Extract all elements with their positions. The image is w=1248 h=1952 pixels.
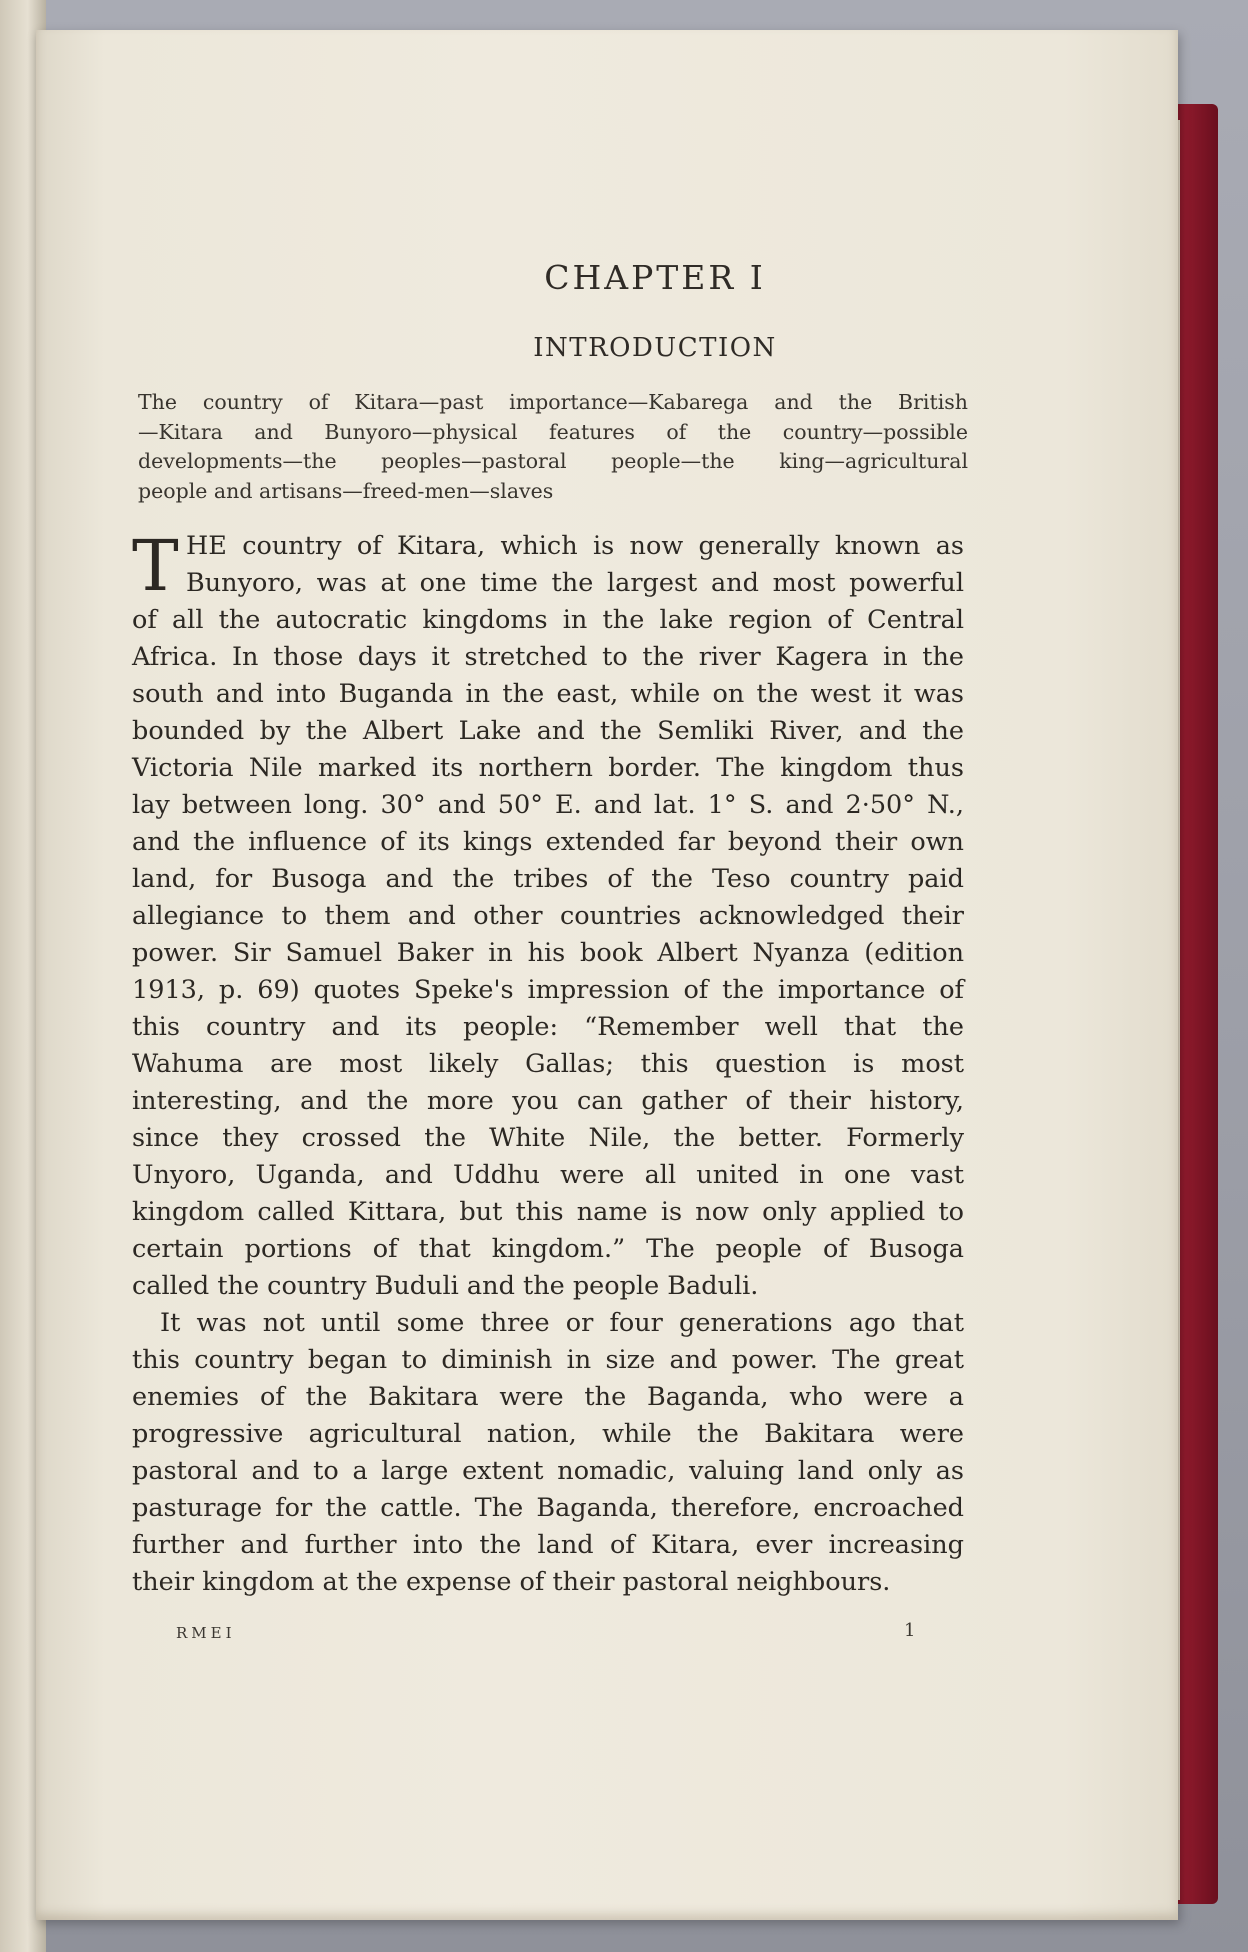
- paragraph-line: land, for Busoga and the tribes of the Teso country paid: [132, 864, 964, 894]
- paragraph-line: Africa. In those days it stretched to the river Kagera in the: [132, 642, 964, 672]
- paragraph-line: 1913, p. 69) quotes Speke's impression of the importance of: [132, 975, 964, 1005]
- paragraph-line: lay between long. 30° and 50° E. and lat. 1° S. and 2·50° N.,: [132, 790, 964, 820]
- signature-mark: RMEI: [176, 1624, 236, 1642]
- paragraph-line: kingdom called Kittara, but this name is now only applied to: [132, 1197, 964, 1227]
- paragraph-line: interesting, and the more you can gather of their history,: [132, 1086, 964, 1116]
- chapter-heading: CHAPTER I: [544, 258, 766, 297]
- synopsis-line: —Kitara and Bunyoro—physical features of the country—possible: [138, 419, 968, 444]
- paragraph-line: progressive agricultural nation, while the Bakitara were: [132, 1419, 964, 1449]
- paragraph-line: Wahuma are most likely Gallas; this question is most: [132, 1049, 964, 1079]
- paragraph-line: bounded by the Albert Lake and the Semliki River, and the: [132, 716, 964, 746]
- synopsis-line: The country of Kitara—past importance—Kabarega and the British: [138, 390, 968, 414]
- paragraph-line: HE country of Kitara, which is now generally known as: [186, 531, 964, 561]
- paragraph-line: south and into Buganda in the east, while on the west it was: [132, 679, 964, 709]
- synopsis-line: people and artisans—freed-men—slaves: [138, 478, 554, 503]
- paragraph-line: called the country Buduli and the people Baduli.: [132, 1271, 759, 1301]
- paragraph-line: allegiance to them and other countries acknowledged their: [132, 901, 964, 931]
- paragraph-line: further and further into the land of Kitara, ever increasing: [132, 1530, 964, 1560]
- paragraph-line: pastoral and to a large extent nomadic, valuing land only as: [132, 1456, 964, 1486]
- paragraph-line: Unyoro, Uganda, and Uddhu were all united in one vast: [132, 1160, 964, 1190]
- chapter-synopsis: [138, 388, 968, 506]
- paragraph-line: this country and its people: “Remember well that the: [132, 1012, 964, 1042]
- chapter-title: INTRODUCTION: [533, 333, 777, 363]
- paragraph-line: Victoria Nile marked its northern border. The kingdom thus: [132, 753, 964, 783]
- paragraph-line: Bunyoro, was at one time the largest and most powerful: [186, 568, 964, 598]
- paragraph-line: this country began to diminish in size and power. The great: [132, 1345, 964, 1375]
- synopsis-line: developments—the peoples—pastoral people—the king—agricultural: [138, 449, 968, 473]
- paragraph-line: and the influence of its kings extended far beyond their own: [132, 827, 964, 857]
- paragraph-line: since they crossed the White Nile, the better. Formerly: [132, 1123, 964, 1153]
- paragraph-line: pasturage for the cattle. The Baganda, therefore, encroached: [132, 1493, 964, 1523]
- paragraph-line: certain portions of that kingdom.” The people of Busoga: [132, 1234, 964, 1264]
- paragraph-line: their kingdom at the expense of their pastoral neighbours.: [132, 1567, 891, 1597]
- paragraph-line: enemies of the Bakitara were the Baganda, who were a: [132, 1382, 964, 1412]
- drop-cap: T: [132, 525, 179, 607]
- page-number: 1: [904, 1620, 916, 1641]
- paragraph-line: power. Sir Samuel Baker in his book Albert Nyanza (edition: [132, 938, 964, 968]
- paragraph-line: of all the autocratic kingdoms in the lake region of Central: [132, 605, 964, 635]
- body-text: [132, 525, 964, 1601]
- paragraph-line: It was not until some three or four generations ago that: [160, 1308, 964, 1338]
